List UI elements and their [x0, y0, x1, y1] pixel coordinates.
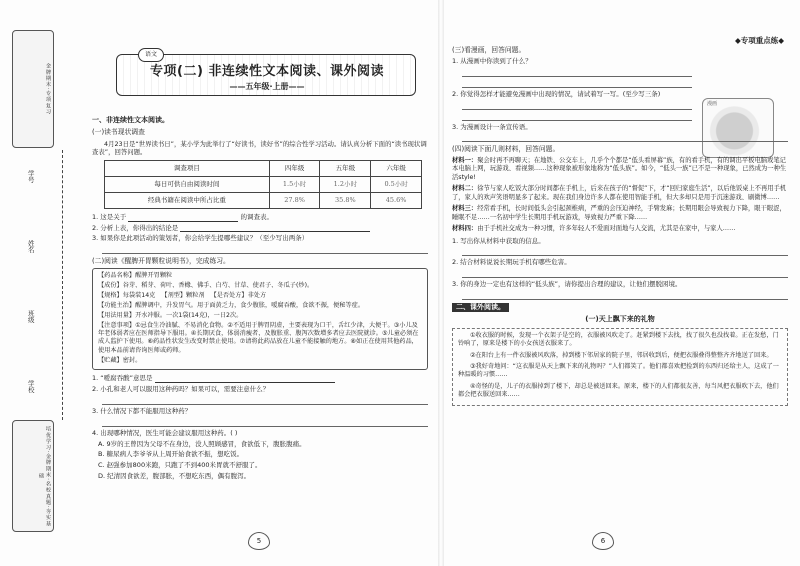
question-text: 1. 这是关于 [92, 212, 127, 221]
table-cell: 45.6% [371, 192, 422, 208]
right-page [452, 32, 792, 552]
binding-top-tag: 金牌期末·专项复习 [12, 30, 54, 148]
page-number: 5 [248, 532, 270, 550]
reading-title: (一)天上飘下来的礼物 [585, 315, 655, 324]
binding-bottom-tag: 培优学习·金牌期末·名校真题·夯实基础 [12, 420, 54, 532]
part-title: (四)阅读下面几则材料，回答问题。 [452, 145, 560, 154]
intro-paragraph: 4月23日是“世界读书日”，某小学为此举行了“好读书，读好书”的综合性学习活动。请认真分析下面的“读书现状调查表”，回答问题。 [92, 139, 427, 157]
part-title: (一)读书现状调查 [92, 128, 145, 137]
material-text: 由于手机社交成为一种习惯，许多年轻人不爱面对面地与人交流，尤其是在家中，与家人…… [477, 225, 736, 233]
question-text: 的调查表。 [240, 212, 273, 221]
answer-line[interactable] [462, 269, 788, 278]
drug-notes: 【注意事项】①忌食生冷油腻、不易消化食物。②不适用于脾胃阴虚，主要表现为口干，舌红少津，大便干。③小儿及年老体弱者应在医师指导下服用。④长期厌食，体弱消瘦者，及腹胀重、腹泻次数增多者应去医院就诊。⑤儿童必须在成人监护下使用。⑥药品性状发生改变时禁止使用。⑦请将此药品放在儿童不能接触的地方。⑧如正在使用其他药品，使用本品前请咨询医师或药师。 [98, 321, 419, 354]
question-1 [92, 213, 428, 222]
section-heading: 二、课外阅读。 [452, 303, 509, 312]
field-class: 班级 [26, 310, 35, 323]
table-header: 六年级 [371, 160, 422, 176]
question-6: 3. 什么情况下都不能服用这种药？ [92, 406, 192, 415]
question-r1: 1. 从漫画中你读到了什么？ [452, 57, 532, 66]
material-label: 材料三： [452, 205, 478, 213]
material-label: 材料一： [452, 156, 478, 164]
section-heading: 一、非连续性文本阅读。 [92, 116, 169, 124]
survey-table [104, 160, 422, 209]
table-cell: 1.5小时 [269, 176, 320, 192]
drug-function: 【功能主治】醒脾调中，升发胃气。用于面黄乏力，食少腹胀，嗳腐吞酸，食欲不振，便秘等症。 [98, 301, 365, 309]
question-text: 1. “嗳腐吞酸”意思是 [92, 374, 153, 383]
material-text: 聚会时再不再聊天；在地铁、公交车上，几乎个个都是“低头看屏幕”族，有的看手机，有的调出平板电脑或笔记本电脑上网，玩游戏、看视频……这种现象被形象地称为“低头族”。如今，“低头一族”已不是一种现象，已然成为一种生活style! [452, 156, 787, 181]
center-gutter [438, 0, 444, 566]
question-2 [92, 224, 428, 233]
category-label: 【是否处方】 [210, 292, 248, 300]
drug-instructions [92, 268, 428, 370]
answer-line[interactable] [102, 245, 428, 254]
field-name: 姓名 [26, 240, 35, 253]
drug-usage: 【用法用量】开水冲服。一次1袋(14克)，一日2次。 [98, 311, 243, 319]
answer-line[interactable] [462, 133, 788, 142]
drug-storage: 【贮藏】密封。 [98, 356, 142, 364]
question-text: 2. 分析上表，你得出的结论是 [92, 223, 179, 232]
answer-line[interactable] [462, 112, 692, 121]
form-value: 颗粒剂 [186, 292, 205, 300]
answer-blank[interactable] [180, 224, 370, 232]
table-row [105, 192, 422, 208]
answer-line[interactable] [462, 79, 692, 88]
table-cell: 经典书籍在阅读中所占比重 [105, 192, 270, 208]
drug-name: 【药品名称】醒脾开胃颗粒 [98, 272, 173, 280]
question-r2: 2. 你觉得怎样才能避免漫画中出现的情况，请试着写一写。(至少写三条) [452, 89, 661, 98]
grade-label: ——五年级·上册—— [229, 82, 305, 91]
question-5: 2. 小孔和老人可以服用这种药吗？如果可以，需要注意什么？ [92, 385, 270, 394]
question-r4: 1. 写出你从材料中获取的信息。 [452, 236, 545, 245]
page-title: 专项(二) 非连续性文本阅读、课外阅读 [150, 64, 384, 79]
drug-ingredients: 【成份】谷芽、稻芽、荷叶、香橼、佛手、白芍、甘草、使君子、冬瓜子(炒)。 [98, 282, 314, 290]
material-text: 徐节与家人吃饭大部分时间都在手机上，后来在孩子的“督促”下，才“回归家庭生活”，以后他饭桌上不再用手机了，家人的欢声笑语明显多了起来。现在我们身边许多人都在使用智能手机，但大多却只是用于沉迷游戏、刷微博…… [452, 185, 787, 201]
reading-paragraph: ④奇怪的是，儿子的衣服掉到了楼下，却总是被送回来。原来，楼下的人们都很友善，每当风把衣服吹下去，他们都会把衣服送回来…… [458, 382, 779, 398]
answer-blank[interactable] [128, 214, 238, 222]
table-header: 四年级 [269, 160, 320, 176]
option-a: A. 9岁的王曾因为父母不在身边，没人照顾感冒，食欲低下，腹胀腹痛。 [98, 439, 306, 448]
answer-line[interactable] [102, 418, 428, 427]
field-school: 学校 [26, 380, 35, 393]
table-header: 调查项目 [105, 160, 270, 176]
category-value: 非处方 [247, 292, 267, 300]
table-cell: 27.8% [269, 192, 320, 208]
subject-badge: 语文 [138, 48, 164, 62]
answer-blank[interactable] [155, 375, 335, 383]
question-r3: 3. 为漫画设计一条宣传语。 [452, 122, 532, 131]
page-number: 6 [592, 532, 614, 550]
material-4 [452, 225, 788, 234]
left-content [92, 116, 428, 483]
spec-value: 每袋装14克 [122, 292, 156, 300]
option-d: D. 纪清因食欲差，腹部胀，不想吃东西，偶有腹泻。 [98, 471, 251, 480]
spec-label: 【规格】 [98, 292, 123, 300]
part-title: (三)看漫画，回答问题。 [452, 46, 526, 54]
drug-spec-row [98, 292, 422, 300]
reading-paragraph: ③我好奇地问：“这衣服是从天上飘下来的礼物吗？”人们都笑了。他们都喜欢把捡到的东西归还给主人，这成了一种温暖的习惯…… [458, 362, 779, 379]
material-1 [452, 157, 788, 183]
binding-cut-line [62, 150, 63, 420]
table-header-row [105, 160, 422, 176]
material-text: 经常看手机，长时间低头会引起颈椎病，严重的会压迫神经，手臂发麻；长期用眼会导致视力下降，眼干眼涩，睡眠不足……一名初中学生长期用手机玩游戏，导致视力严重下降…… [452, 205, 786, 221]
option-c: C. 赵强参加800米跑，只跑了不到400米胃就不舒服了。 [98, 461, 262, 470]
left-page [86, 32, 432, 552]
answer-line[interactable] [462, 68, 692, 77]
reading-paragraph: ①收衣服的时候，发现一个衣架子是空的，衣服被风吹走了。赶紧到楼下去找，找了很久也没找着。正在发愁，门铃响了，原来是楼下的小女孩送衣服来了。 [458, 331, 779, 348]
table-cell: 1.2小时 [320, 176, 371, 192]
option-b: B. 糖尿病人李爷爷从上周开始食欲不振，想吃饭。 [98, 450, 244, 459]
material-label: 材料四： [452, 225, 478, 233]
answer-line[interactable] [102, 396, 428, 405]
reading-paragraph: ②在阳台上有一件衣服被风吹落，掉到楼下邻居家的院子里，邻居收到后，便把衣服叠得整整齐齐地送了回来。 [470, 351, 773, 359]
question-3: 3. 如果你是此项活动的策划者，你会给学生提哪些建议？（至少写出两条） [92, 234, 309, 243]
question-7: 4. 出现哪种情况，医生可能会建议服用这种药。( ) [92, 428, 238, 437]
question-r5: 2. 结合材料说说长期玩手机有哪些危害。 [452, 258, 571, 267]
page-header: ◆专项重点练◆ [734, 36, 784, 45]
table-header: 五年级 [320, 160, 371, 176]
part-title: (二)阅读《醒脾开胃颗粒说明书》，完成练习。 [92, 257, 230, 266]
answer-line[interactable] [462, 101, 692, 110]
right-content [452, 46, 788, 406]
answer-line[interactable] [462, 247, 788, 256]
answer-line[interactable] [462, 291, 788, 300]
form-label: 【剂型】 [161, 292, 187, 300]
reading-passage [452, 328, 788, 407]
material-label: 材料二： [452, 185, 478, 193]
table-cell: 每日可供自由阅读时间 [105, 176, 270, 192]
section-heading-wrap [452, 303, 788, 312]
field-student-number: 学号 [26, 170, 35, 183]
table-cell: 35.8% [320, 192, 371, 208]
material-2 [452, 185, 788, 202]
question-4 [92, 374, 428, 383]
question-r6: 3. 你的身边一定也有这样的“低头族”，请你提出合理的建议，让他们摆脱困境。 [452, 280, 682, 289]
table-row [105, 176, 422, 192]
material-3 [452, 205, 788, 222]
binding-strip [0, 0, 72, 566]
table-cell: 0.5小时 [371, 176, 422, 192]
cartoon-caption: 漫画 [707, 101, 718, 107]
